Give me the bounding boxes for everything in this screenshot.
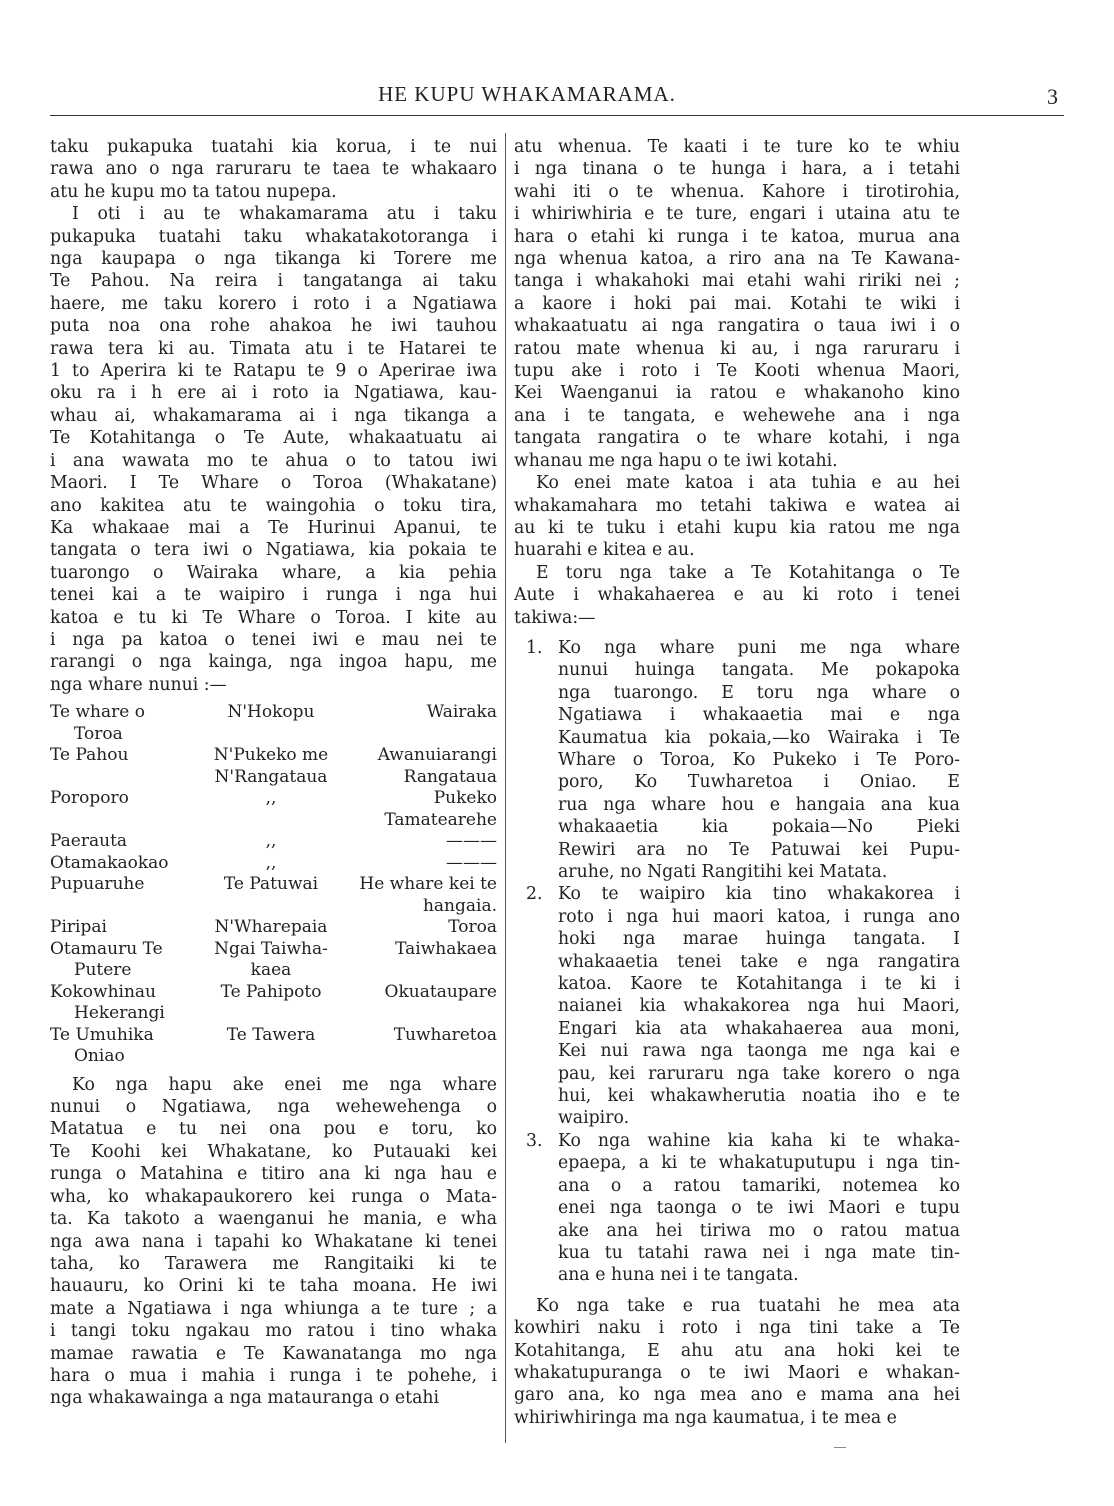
text-line: whakaaetia tenei take e nga rangatira [558,951,960,972]
text-line: tuarongo o Wairaka whare, a kia pehia [50,562,497,583]
page-number: 3 [1047,84,1058,109]
text-line: whakatupuranga o te iwi Maori e whakan- [514,1362,960,1383]
text-line: Aute i whakahaerea e au ki roto i tenei [514,585,960,606]
text-line: whiriwhiringa ma nga kaumatua, i te mea e [514,1407,897,1428]
whare-cell: Taiwhakaea [395,938,497,959]
whare-cell: Pukeko Tamatearehe [384,788,497,830]
text-line: haere, me taku korero i roto i a Ngatiawa [50,293,497,314]
place-name: Paerauta [50,831,128,852]
text-line: taku pukapuka tuatahi kia korua, i te nui [50,137,497,157]
paragraph [514,472,960,562]
list-item [514,637,960,883]
paragraph [50,203,497,696]
text-line: epaepa, a ki te whakatuputupu i nga tin- [558,1153,960,1174]
text-line: roto i nga hui maori katoa, i runga ano [558,906,960,927]
text-line: Ka whakaae mai a Te Hurinui Apanui, te [50,517,497,538]
table-row [50,982,497,1025]
text-line: rawa tera ki au. Timata atu i te Hatarei te [50,338,497,359]
text-line: katoa e tu ki Te Whare o Toroa. I kite au [50,607,497,628]
text-line: wha, ko whakapaukorero kei runga o Mata- [50,1186,497,1207]
text-line: Te Koohi kei Whakatane, ko Putauaki kei [50,1141,497,1162]
place-name: Te Pahou [50,745,129,766]
text-line: ana e huna nei i te tangata. [558,1265,799,1286]
place-cell [50,853,200,875]
whare-cell: Tuwharetoa [393,1024,497,1045]
text-line: Ko nga hapu ake enei me nga whare [72,1074,497,1095]
text-line: whau ai, whakamarama ai i nga tikanga a [50,405,497,426]
table-row [50,788,497,831]
text-line: ana o a ratou tamariki, notemea ko [558,1175,960,1196]
table-row [50,1025,497,1068]
place-name-cont: Oniao [74,1046,125,1067]
text-line: nga whakawainga a nga matauranga o etahi [50,1388,440,1409]
place-cell [50,1025,200,1068]
text-line: hara o etahi ki runga i te katoa, murua ana [514,226,960,247]
hapu-cell: Ngai Taiwha-kaea [214,938,328,981]
numbered-list [514,637,960,1287]
text-line: Te Kotahitanga o Te Aute, whakaatuatu ai [50,428,497,449]
hapu-cell: N'Pukeko me N'Rangataua [213,745,329,787]
table-row [50,831,497,853]
text-line: au ki te tuku i etahi kupu kia ratou me nga [514,517,960,538]
text-line: ta. Ka takoto a waenganui he mania, e wha [50,1209,497,1230]
text-line: mamae rawatia e Te Kawanatanga mo nga [50,1343,497,1364]
text-line: pau, kei raruraru nga take korero o nga [558,1063,960,1084]
right-column [514,136,960,1429]
text-line: runga o Matahina e titiro ana ki nga hau e [50,1164,497,1185]
text-line: i tangi toku ngakau mo ratou i tino whaka [50,1321,497,1342]
text-line: Ngatiawa i whakaaetia mai e nga [558,705,960,726]
whare-cell: Okuataupare [384,981,497,1002]
text-line: Ko te waipiro kia tino whakakorea i [558,884,960,905]
table-row [50,702,497,745]
text-line: nunui o Ngatiawa, nga wehewehenga o [50,1097,497,1118]
table-row [50,917,497,939]
place-cell [50,702,200,745]
whare-cell: ——— [446,831,497,852]
text-line: Ko nga take e rua tuatahi he mea ata [536,1295,960,1316]
place-cell [50,874,200,917]
text-line: hoki nga marae huinga tangata. I [558,929,960,950]
hapu-cell: Te Pahipoto [220,981,322,1002]
text-line: naianei kia whakakorea nga hui Maori, [558,996,960,1017]
place-name: Otamauru Te [50,938,163,959]
place-name: Te whare o [50,702,145,723]
place-name-cont: Hekerangi [74,1003,165,1024]
text-line: Whare o Toroa, Ko Pukeko i Te Poro- [558,749,960,770]
text-line: hara o mua i mahia i runga i te pohehe, i [50,1365,497,1386]
hapu-cell: ,, [265,788,277,809]
text-line: aruhe, no Ngati Rangitihi kei Matata. [558,862,888,882]
place-name-cont: Putere [74,960,132,981]
text-line: whakaatuatu ai nga rangatira o taua iwi i o [514,316,960,337]
list-item-text [558,1130,960,1287]
column-divider [505,133,506,1443]
hapu-cell: ,, [265,831,277,852]
text-line: nga awa nana i tapahi ko Whakatane ki tenei [50,1231,497,1252]
text-line: Ko nga whare puni me nga whare [558,637,960,658]
text-line: hauauru, ko Orini ki te taha moana. He iwi [50,1276,497,1297]
hapu-whare-table [50,702,497,1068]
place-cell [50,745,200,788]
list-number: 3. [526,1130,543,1151]
text-line: nga whenua katoa, a riro ana na Te Kawana- [514,249,960,270]
place-name: Otamakaokao [50,852,169,873]
paragraph [514,1295,960,1429]
text-line: garo ana, ko nga mea ano e mama ana hei [514,1385,960,1406]
list-number: 1. [526,637,543,658]
text-line: 1 to Aperira ki te Ratapu te 9 o Aperirae iwa [50,361,497,382]
table-row [50,874,497,917]
table-row [50,745,497,788]
text-line: tanga i whakahoki mai etahi wahi ririki nei ; [514,271,960,292]
list-item [514,1130,960,1287]
text-line: ano kakitea atu te waingohia o toku tira, [50,495,497,516]
list-item-text [558,637,960,883]
text-line: i whiriwhiria e te ture, engari i utaina atu te [514,204,960,225]
place-cell [50,939,200,982]
text-line: rawa ano o nga raruraru te taea te whakaaro [50,159,497,180]
text-line: nga kaupapa o nga tikanga ki Torere me [50,249,497,270]
place-name: Piripai [50,917,107,938]
text-line: Te Pahou. Na reira i tangatanga ai taku [50,271,497,292]
text-line: Maori. I Te Whare o Toroa (Whakatane) [50,473,497,494]
text-line: tupu ake i roto i Te Kooti whenua Maori, [514,361,960,382]
hapu-cell: ,, [265,852,277,873]
place-cell [50,982,200,1025]
text-line: enei nga taonga o te iwi Maori e tupu [558,1198,960,1219]
paragraph [50,136,497,203]
place-cell [50,917,200,939]
text-line: Kei nui rawa nga taonga me nga kai e [558,1041,960,1062]
text-line: Ko nga wahine kia kaha ki te whaka- [558,1130,960,1151]
text-line: takiwa:— [514,607,596,628]
text-line: puta noa ona rohe ahakoa he iwi tauhou [50,316,497,337]
text-line: nunui huinga tangata. Me pokapoka [558,660,960,681]
text-line: rua nga whare hou e hangaia ana kua [558,794,960,815]
text-line: kua tu tatahi rawa nei i nga mate tin- [558,1242,960,1263]
page-header [50,82,1064,122]
text-line: i nga tinana o te hunga i hara, a i tetahi [514,159,960,180]
text-line: tangata o tera iwi o Ngatiawa, kia pokaia te [50,540,497,561]
text-line: a kaore i hoki pai mai. Kotahi te wiki i [514,293,960,314]
running-title: HE KUPU WHAKAMARAMA. [378,82,676,106]
hapu-cell: N'Hokopu [227,702,315,723]
text-line: Matatua e tu nei ona pou e toru, ko [50,1119,497,1140]
place-name: Te Umuhika [50,1024,154,1045]
text-line: huarahi e kitea e au. [514,540,695,561]
text-line: tangata rangatira o te whare kotahi, i nga [514,428,960,449]
hapu-cell: N'Wharepaia [214,917,328,938]
text-line: whakamahara mo tetahi takiwa e watea ai [514,495,960,516]
left-column [50,136,497,1410]
text-line: tenei kai a te waipiro i runga i nga hui [50,585,497,606]
paragraph [514,136,960,472]
text-line: E toru nga take a Te Kotahitanga o Te [536,562,960,583]
text-line: pukapuka tuatahi taku whakatakotoranga i [50,226,497,247]
text-line: atu whenua. Te kaati i te ture ko te whiu [514,137,960,157]
text-line: waipiro. [558,1108,630,1129]
place-name: Poroporo [50,788,129,809]
whare-cell: Awanuiarangi Rangataua [377,745,497,787]
hapu-cell: Te Patuwai [223,874,319,895]
text-line: nga tuarongo. E toru nga whare o [558,682,960,703]
paragraph [514,562,960,629]
text-line: mate a Ngatiawa i nga whiunga a te ture ; a [50,1298,497,1319]
header-rule [50,115,1064,116]
text-line: atu he kupu mo ta tatou nupepa. [50,181,337,202]
list-number: 2. [526,884,543,905]
place-cell [50,831,200,853]
hapu-cell: Te Tawera [226,1024,316,1045]
text-line: taha, ko Tarawera me Rangitaiki ki te [50,1253,497,1274]
text-line: wahi iti o te whenua. Kahore i tirotirohia, [514,181,960,202]
text-line: kowhiri naku i roto i nga tini take a Te [514,1318,960,1339]
table-row [50,939,497,982]
text-line: Kaumatua kia pokaia,—ko Wairaka i Te [558,727,960,748]
whare-cell: Wairaka [426,702,497,723]
text-line: whanau me nga hapu o te iwi kotahi. [514,450,838,471]
text-line: hui, kei whakawherutia noatia iho e te [558,1086,960,1107]
text-line: Rewiri ara no Te Patuwai kei Pupu- [558,839,960,860]
place-name-cont: Toroa [74,723,123,744]
text-line: Ko enei mate katoa i ata tuhia e au hei [536,473,960,494]
text-line: ratou mate whenua ki au, i nga raruraru i [514,338,960,359]
text-line: katoa. Kaore te Kotahitanga i te ki i [558,974,960,995]
text-line: rarangi o nga kainga, nga ingoa hapu, me [50,652,497,673]
place-name: Kokowhinau [50,981,156,1002]
paragraph [50,1074,497,1410]
place-name: Pupuaruhe [50,874,145,895]
whare-cell: Toroa [448,917,497,938]
text-line: Engari kia ata whakahaerea aua moni, [558,1018,960,1039]
text-line: poro, Ko Tuwharetoa i Oniao. E [558,772,960,793]
text-line: whakaaetia kia pokaia—No Pieki [558,817,960,838]
list-item-text [558,883,960,1129]
text-line: oku ra i h ere ai i roto ia Ngatiawa, kau- [50,383,497,404]
printer-mark [834,1447,846,1448]
table-row [50,853,497,875]
whare-cell: He whare kei te hangaia. [359,874,497,916]
text-line: ake ana hei tiriwa mo o ratou matua [558,1220,960,1241]
text-line: ana i te tangata, e wehewehe ana i nga [514,405,960,426]
place-cell [50,788,200,831]
text-line: nga whare nunui :— [50,674,227,695]
text-line: i ana wawata mo te ahua o to tatou iwi [50,450,497,471]
text-line: I oti i au te whakamarama atu i taku [72,204,497,225]
text-line: Kotahitanga, E ahu atu ana hoki kei te [514,1340,960,1361]
text-line: i nga pa katoa o tenei iwi e mau nei te [50,629,497,650]
whare-cell: ——— [446,852,497,873]
list-item [514,883,960,1129]
text-line: Kei Waenganui ia ratou e whakanoho kino [514,383,960,404]
